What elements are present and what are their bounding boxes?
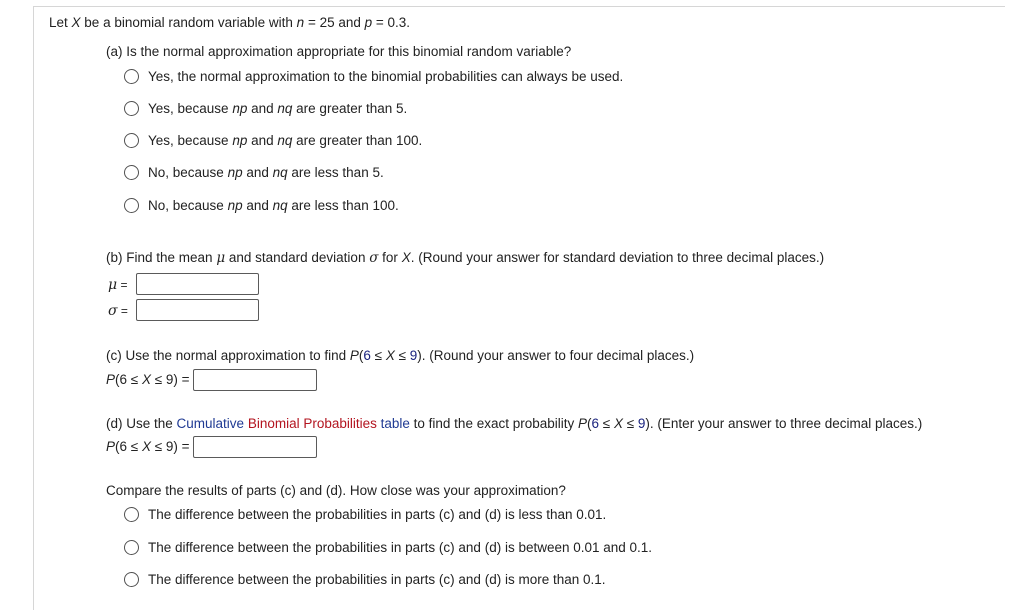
part-c-answer-label: P(6 ≤ X ≤ 9) =	[106, 372, 190, 387]
sigma-label: σ =	[108, 303, 128, 319]
mu-label: μ =	[108, 277, 128, 293]
compare-question: Compare the results of parts (c) and (d). How close was your approximation?	[106, 483, 566, 498]
radio-button[interactable]	[124, 133, 139, 148]
option-label: The difference between the probabilities in parts (c) and (d) is between 0.01 and 0.1.	[148, 539, 653, 555]
radio-button[interactable]	[124, 507, 139, 522]
radio-button[interactable]	[124, 540, 139, 555]
part-a-option-2[interactable]	[124, 98, 407, 118]
part-a-option-4[interactable]	[124, 162, 384, 182]
part-d-question: (d) Use the Cumulative Binomial Probabilities table to find the exact probability P(6 ≤ X ≤ 9). (Enter your answer to three decimal places.)	[106, 416, 923, 431]
option-label: Yes, because np and nq are greater than 100.	[148, 132, 423, 148]
compare-option-3[interactable]	[124, 569, 606, 589]
option-label: No, because np and nq are less than 100.	[148, 197, 399, 213]
radio-button[interactable]	[124, 198, 139, 213]
part-c-question: (c) Use the normal approximation to find P(6 ≤ X ≤ 9). (Round your answer to four decimal places.)	[106, 348, 695, 363]
mu-input[interactable]	[136, 273, 259, 295]
radio-button[interactable]	[124, 69, 139, 84]
option-label: The difference between the probabilities in parts (c) and (d) is more than 0.1.	[148, 571, 606, 587]
part-d-answer-label: P(6 ≤ X ≤ 9) =	[106, 439, 190, 454]
part-a-question: (a) Is the normal approximation appropriate for this binomial random variable?	[106, 44, 572, 59]
part-d-input[interactable]	[193, 436, 317, 458]
cumulative-binomial-table-link[interactable]: Cumulative Binomial Probabilities table	[176, 416, 410, 431]
compare-option-1[interactable]	[124, 504, 606, 524]
part-c-input[interactable]	[193, 369, 317, 391]
radio-button[interactable]	[124, 101, 139, 116]
part-a-option-3[interactable]	[124, 130, 422, 150]
part-a-option-5[interactable]	[124, 195, 399, 215]
compare-option-2[interactable]	[124, 537, 652, 557]
part-a-option-1[interactable]	[124, 66, 623, 86]
option-label: No, because np and nq are less than 5.	[148, 164, 384, 180]
radio-button[interactable]	[124, 572, 139, 587]
radio-button[interactable]	[124, 165, 139, 180]
option-label: Yes, because np and nq are greater than 5.	[148, 100, 408, 116]
option-label: The difference between the probabilities in parts (c) and (d) is less than 0.01.	[148, 506, 607, 522]
problem-statement: Let X be a binomial random variable with n = 25 and p = 0.3.	[49, 15, 411, 30]
sigma-input[interactable]	[136, 299, 259, 321]
option-label: Yes, the normal approximation to the binomial probabilities can always be used.	[148, 68, 624, 84]
part-b-question: (b) Find the mean μ and standard deviation σ for X. (Round your answer for standard deviation to three decimal places.)	[106, 250, 825, 266]
